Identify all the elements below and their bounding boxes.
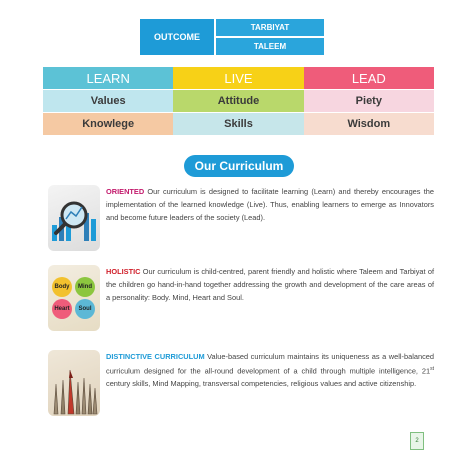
keyword-distinctive: DISTINCTIVE CURRICULUM <box>106 352 205 361</box>
cell-piety: Piety <box>304 90 434 112</box>
outcome-label: OUTCOME <box>140 19 214 55</box>
outcome-table <box>140 19 324 55</box>
cell-wisdom: Wisdom <box>304 113 434 135</box>
item-distinctive-text <box>106 350 434 390</box>
distinctive-body-b: century skills, Mind Mapping, transversal competencies, religious values and active citizenship. <box>106 379 417 389</box>
pencils-image <box>48 350 100 416</box>
learn-live-lead-grid <box>43 67 434 136</box>
clipped-top-text <box>40 0 375 3</box>
quad-mind: Mind <box>75 277 95 297</box>
body-mind-heart-soul-image <box>48 265 100 331</box>
keyword-holistic: HOLISTIC <box>106 267 141 276</box>
quad-soul: Soul <box>75 299 95 319</box>
header-lead: LEAD <box>304 67 434 89</box>
cell-values: Values <box>43 90 173 112</box>
section-title-pill: Our Curriculum <box>184 155 294 177</box>
grid-row-1 <box>43 90 434 112</box>
page-number: 2 <box>410 432 424 450</box>
item-oriented <box>48 185 436 251</box>
quad-heart: Heart <box>52 299 72 319</box>
outcome-item-tarbiyat: TARBIYAT <box>216 19 324 36</box>
grid-row-2 <box>43 113 434 135</box>
cell-attitude: Attitude <box>173 90 303 112</box>
magnifier-chart-icon <box>48 185 100 251</box>
item-distinctive <box>48 350 436 416</box>
item-holistic-text <box>106 265 434 304</box>
item-holistic <box>48 265 436 331</box>
outcome-item-taleem: TALEEM <box>216 38 324 55</box>
grid-header-row <box>43 67 434 89</box>
distinctive-body-a: Value-based curriculum maintains its uniqueness as a well-balanced curriculum designed for the all-round development of a child through multiple intelligence, 21 <box>106 352 434 376</box>
keyword-oriented: ORIENTED <box>106 187 145 196</box>
pencils-icon <box>48 350 100 416</box>
quad-body: Body <box>52 277 72 297</box>
distinctive-sup: st <box>430 366 434 372</box>
header-live: LIVE <box>173 67 303 89</box>
header-learn: LEARN <box>43 67 173 89</box>
holistic-body: Our curriculum is child-centred, parent friendly and holistic where Taleem and Tarbiyat of the children go hand-in-hand together addressing the growth and development of the care areas of a personality: Body. Mind, Heart and Soul. <box>106 267 434 302</box>
oriented-body: Our curriculum is designed to facilitate learning (Learn) and thereby encourages the implementation of the learned knowledge (Live). Thus, enabling learners to emerge as Innovators and become future leaders of the society (Lead). <box>106 187 434 222</box>
item-oriented-text <box>106 185 434 224</box>
magnifier-chart-image <box>48 185 100 251</box>
cell-skills: Skills <box>173 113 303 135</box>
cell-knowlege: Knowlege <box>43 113 173 135</box>
